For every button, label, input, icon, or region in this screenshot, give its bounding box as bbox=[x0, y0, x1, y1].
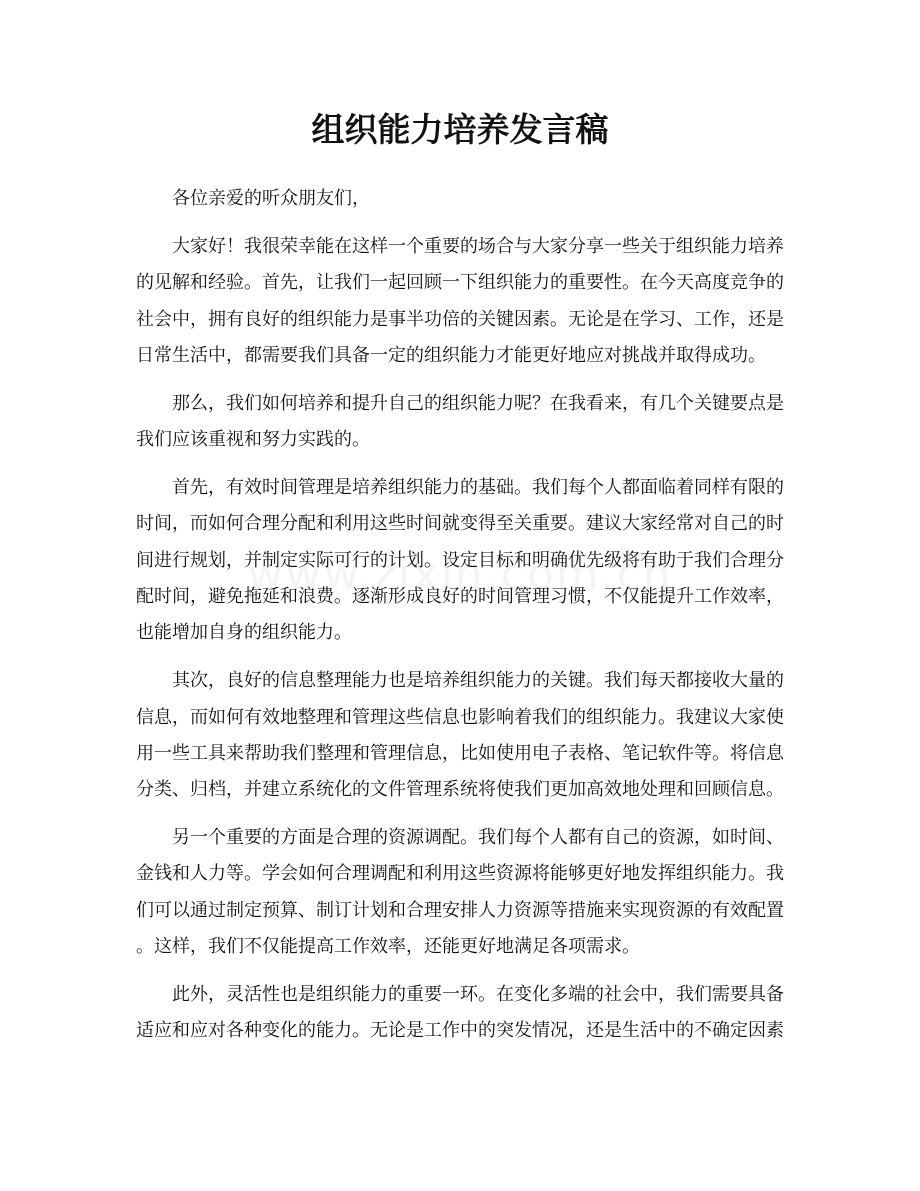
paragraph-opening: 大家好！我很荣幸能在这样一个重要的场合与大家分享一些关于组织能力培养的见解和经验。首先，让我们一起回顾一下组织能力的重要性。在今天高度竞争的社会中，拥有良好的组织能力是事半功倍的关键因素。无论是在学习、工作，还是日常生活中，都需要我们具备一定的组织能力才能更好地应对挑战并取得成功。 bbox=[136, 235, 784, 366]
document-body bbox=[136, 181, 784, 1061]
paragraph-greeting: 各位亲爱的听众朋友们， bbox=[172, 188, 370, 209]
paragraph-time-management: 首先，有效时间管理是培养组织能力的基础。我们每个人都面临着同样有限的时间，而如何合理分配和利用这些时间就变得至关重要。建议大家经常对自己的时间进行规划，并制定实际可行的计划。设定目标和明确优先级将有助于我们合理分配时间，避免拖延和浪费。逐渐形成良好的时间管理习惯，不仅能提升工作效率，也能增加自身的组织能力。 bbox=[136, 477, 784, 644]
paragraph-information-organization: 其次，良好的信息整理能力也是培养组织能力的关键。我们每天都接收大量的信息，而如何有效地整理和管理这些信息也影响着我们的组织能力。我建议大家使用一些工具来帮助我们整理和管理信息，比如使用电子表格、笔记软件等。将信息分类、归档，并建立系统化的文件管理系统将使我们更加高效地处理和回顾信息。 bbox=[136, 670, 784, 801]
paragraph-flexibility: 此外，灵活性也是组织能力的重要一环。在变化多端的社会中，我们需要具备适应和应对各种变化的能力。无论是工作中的突发情况，还是生活中的不确定因素 bbox=[136, 984, 784, 1042]
paragraph-resource-allocation: 另一个重要的方面是合理的资源调配。我们每个人都有自己的资源，如时间、金钱和人力等。学会如何合理调配和利用这些资源将能够更好地发挥组织能力。我们可以通过制定预算、制订计划和合理安排人力资源等措施来实现资源的有效配置。这样，我们不仅能提高工作效率，还能更好地满足各项需求。 bbox=[136, 827, 784, 958]
document-title: 组织能力培养发言稿 bbox=[311, 110, 609, 149]
paragraph-question: 那么，我们如何培养和提升自己的组织能力呢？在我看来，有几个关键要点是我们应该重视和努力实践的。 bbox=[136, 392, 784, 451]
